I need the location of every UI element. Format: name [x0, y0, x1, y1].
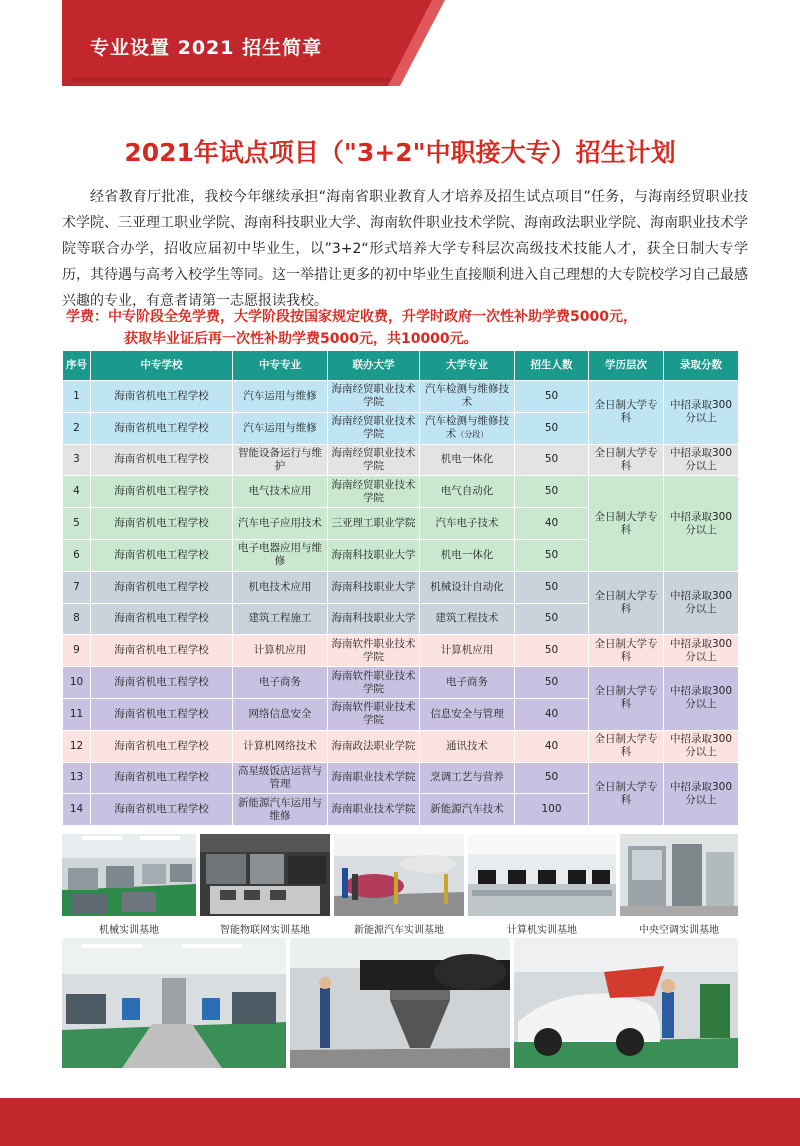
cell-level: 全日制大学专科 — [589, 730, 664, 762]
cell-univ: 海南科技职业大学 — [328, 539, 420, 571]
cell-univ-major: 计算机应用 — [420, 635, 515, 667]
cell-count: 40 — [515, 730, 589, 762]
cell-count: 50 — [515, 603, 589, 635]
cell-univ: 三亚理工职业学院 — [328, 508, 420, 540]
header-level: 学历层次 — [589, 351, 664, 381]
photo-workshop-floor — [62, 938, 286, 1068]
cell-univ: 海南经贸职业技术学院 — [328, 476, 420, 508]
cell-univ: 海南经贸职业技术学院 — [328, 412, 420, 444]
table-row — [63, 571, 739, 603]
cell-major: 计算机应用 — [233, 635, 328, 667]
photo-iot-lab — [200, 834, 330, 916]
header-univ: 联办大学 — [328, 351, 420, 381]
cell-no: 1 — [63, 381, 91, 413]
cell-no: 5 — [63, 508, 91, 540]
cell-count: 50 — [515, 667, 589, 699]
cell-no: 12 — [63, 730, 91, 762]
cell-school: 海南省机电工程学校 — [91, 476, 233, 508]
cell-count: 50 — [515, 412, 589, 444]
cell-score: 中招录取300分以上 — [664, 381, 739, 445]
cell-score: 中招录取300分以上 — [664, 476, 739, 571]
cell-major: 网络信息安全 — [233, 698, 328, 730]
caption-hvac-lab: 中央空调实训基地 — [639, 925, 719, 936]
header-no: 序号 — [63, 351, 91, 381]
cell-level: 全日制大学专科 — [589, 381, 664, 445]
header-univ-major: 大学专业 — [420, 351, 515, 381]
table-row — [63, 730, 739, 762]
cell-level: 全日制大学专科 — [589, 762, 664, 826]
table-header-row — [63, 351, 739, 381]
cell-level: 全日制大学专科 — [589, 667, 664, 731]
cell-major: 新能源汽车运用与维修 — [233, 794, 328, 826]
cell-no: 2 — [63, 412, 91, 444]
photo-computer-lab — [468, 834, 616, 916]
caption-computer-lab: 计算机实训基地 — [507, 925, 577, 936]
cell-univ: 海南软件职业技术学院 — [328, 667, 420, 699]
cell-level: 全日制大学专科 — [589, 476, 664, 571]
cell-major: 计算机网络技术 — [233, 730, 328, 762]
cell-major: 电子商务 — [233, 667, 328, 699]
enrollment-plan-table — [62, 350, 739, 826]
cell-count: 100 — [515, 794, 589, 826]
cell-univ-major: 电气自动化 — [420, 476, 515, 508]
cell-count: 50 — [515, 476, 589, 508]
cell-count: 50 — [515, 635, 589, 667]
cell-count: 50 — [515, 539, 589, 571]
cell-univ-major: 信息安全与管理 — [420, 698, 515, 730]
intro-paragraph: 经省教育厅批准，我校今年继续承担“海南省职业教育人才培养及招生试点项目”任务，与海南经贸职业技术学院、三亚理工职业学院、海南科技职业大学、海南软件职业技术学院、海南政法职业学院、海南职业技术学院等联合办学，招收应届初中毕业生，以”3+2“形式培养大学专科层次高级技术技能人才，获全日制大专学历，其待遇与高考入校学生等同。这一举措让更多的初中毕业生直接顺利进入自己理想的大专院校学习自己最感兴趣的专业，有意者请第一志愿报读我校。 — [62, 189, 748, 309]
photo-hvac-lab — [620, 834, 738, 916]
cell-score: 中招录取300分以上 — [664, 444, 739, 476]
cell-school: 海南省机电工程学校 — [91, 539, 233, 571]
cell-no: 8 — [63, 603, 91, 635]
cell-count: 50 — [515, 444, 589, 476]
cell-no: 13 — [63, 762, 91, 794]
cell-major: 电子电器应用与维修 — [233, 539, 328, 571]
fee-line-2: 获取毕业证后再一次性补助学费5000元，共10000元。 — [124, 331, 478, 347]
cell-univ-major: 通讯技术 — [420, 730, 515, 762]
univ-major-text: 汽车检测与维修技术 — [425, 415, 509, 441]
cell-univ-major — [420, 412, 515, 444]
header-school: 中专学校 — [91, 351, 233, 381]
fee-line-1: 学费：中专阶段全免学费，大学阶段按国家规定收费，升学时政府一次性补助学费5000元， — [66, 309, 637, 325]
banner-title: 专业设置 2021 招生简章 — [90, 37, 323, 59]
cell-level: 全日制大学专科 — [589, 635, 664, 667]
fee-note — [66, 306, 766, 350]
cell-count: 40 — [515, 508, 589, 540]
table-row — [63, 762, 739, 794]
cell-univ: 海南职业技术学院 — [328, 794, 420, 826]
photo-vehicle-lift — [290, 938, 510, 1068]
cell-univ: 海南软件职业技术学院 — [328, 635, 420, 667]
cell-school: 海南省机电工程学校 — [91, 698, 233, 730]
cell-univ: 海南软件职业技术学院 — [328, 698, 420, 730]
cell-univ: 海南职业技术学院 — [328, 762, 420, 794]
photo-car-repair — [514, 938, 738, 1068]
header-major: 中专专业 — [233, 351, 328, 381]
caption-iot-lab: 智能物联网实训基地 — [220, 925, 310, 936]
cell-no: 3 — [63, 444, 91, 476]
table-row — [63, 381, 739, 413]
table-row — [63, 635, 739, 667]
page-title: 2021年试点项目（"3+2"中职接大专）招生计划 — [124, 138, 676, 167]
cell-univ-major: 机电一体化 — [420, 539, 515, 571]
table-row — [63, 667, 739, 699]
cell-univ: 海南政法职业学院 — [328, 730, 420, 762]
cell-univ: 海南经贸职业技术学院 — [328, 381, 420, 413]
photo-new-energy-lab — [334, 834, 464, 916]
cell-score: 中招录取300分以上 — [664, 635, 739, 667]
cell-school: 海南省机电工程学校 — [91, 381, 233, 413]
cell-univ-major: 机械设计自动化 — [420, 571, 515, 603]
cell-no: 14 — [63, 794, 91, 826]
cell-univ-major: 建筑工程技术 — [420, 603, 515, 635]
cell-school: 海南省机电工程学校 — [91, 794, 233, 826]
cell-no: 9 — [63, 635, 91, 667]
cell-univ: 海南经贸职业技术学院 — [328, 444, 420, 476]
cell-univ-major: 电子商务 — [420, 667, 515, 699]
header-score: 录取分数 — [664, 351, 739, 381]
cell-level: 全日制大学专科 — [589, 444, 664, 476]
caption-new-energy-lab: 新能源汽车实训基地 — [354, 925, 444, 936]
cell-major: 汽车运用与维修 — [233, 381, 328, 413]
cell-school: 海南省机电工程学校 — [91, 508, 233, 540]
cell-school: 海南省机电工程学校 — [91, 412, 233, 444]
header-banner — [0, 0, 800, 86]
cell-count: 50 — [515, 762, 589, 794]
photo-mechanical-lab — [62, 834, 196, 916]
cell-major: 建筑工程施工 — [233, 603, 328, 635]
cell-school: 海南省机电工程学校 — [91, 762, 233, 794]
cell-univ-major: 汽车电子技术 — [420, 508, 515, 540]
cell-count: 40 — [515, 698, 589, 730]
cell-major: 机电技术应用 — [233, 571, 328, 603]
cell-major: 汽车电子应用技术 — [233, 508, 328, 540]
cell-univ: 海南科技职业大学 — [328, 603, 420, 635]
cell-school: 海南省机电工程学校 — [91, 635, 233, 667]
cell-univ-major: 新能源汽车技术 — [420, 794, 515, 826]
cell-major: 智能设备运行与维护 — [233, 444, 328, 476]
cell-count: 50 — [515, 381, 589, 413]
cell-major: 电气技术应用 — [233, 476, 328, 508]
table-row — [63, 444, 739, 476]
cell-score: 中招录取300分以上 — [664, 667, 739, 731]
cell-school: 海南省机电工程学校 — [91, 444, 233, 476]
cell-major: 汽车运用与维修 — [233, 412, 328, 444]
header-count: 招生人数 — [515, 351, 589, 381]
cell-school: 海南省机电工程学校 — [91, 603, 233, 635]
caption-mechanical-lab: 机械实训基地 — [99, 925, 159, 936]
cell-no: 7 — [63, 571, 91, 603]
cell-no: 6 — [63, 539, 91, 571]
cell-univ-major: 烹调工艺与营养 — [420, 762, 515, 794]
table-row — [63, 476, 739, 508]
cell-score: 中招录取300分以上 — [664, 571, 739, 635]
cell-score: 中招录取300分以上 — [664, 762, 739, 826]
cell-no: 10 — [63, 667, 91, 699]
cell-univ-major: 机电一体化 — [420, 444, 515, 476]
cell-count: 50 — [515, 571, 589, 603]
cell-school: 海南省机电工程学校 — [91, 667, 233, 699]
cell-no: 4 — [63, 476, 91, 508]
cell-univ: 海南科技职业大学 — [328, 571, 420, 603]
univ-major-note: （分段） — [456, 430, 489, 440]
cell-major: 高星级饭店运营与管理 — [233, 762, 328, 794]
cell-school: 海南省机电工程学校 — [91, 730, 233, 762]
cell-no: 11 — [63, 698, 91, 730]
cell-level: 全日制大学专科 — [589, 571, 664, 635]
footer-bar — [0, 1098, 800, 1146]
cell-score: 中招录取300分以上 — [664, 730, 739, 762]
cell-school: 海南省机电工程学校 — [91, 571, 233, 603]
cell-univ-major: 汽车检测与维修技术 — [420, 381, 515, 413]
